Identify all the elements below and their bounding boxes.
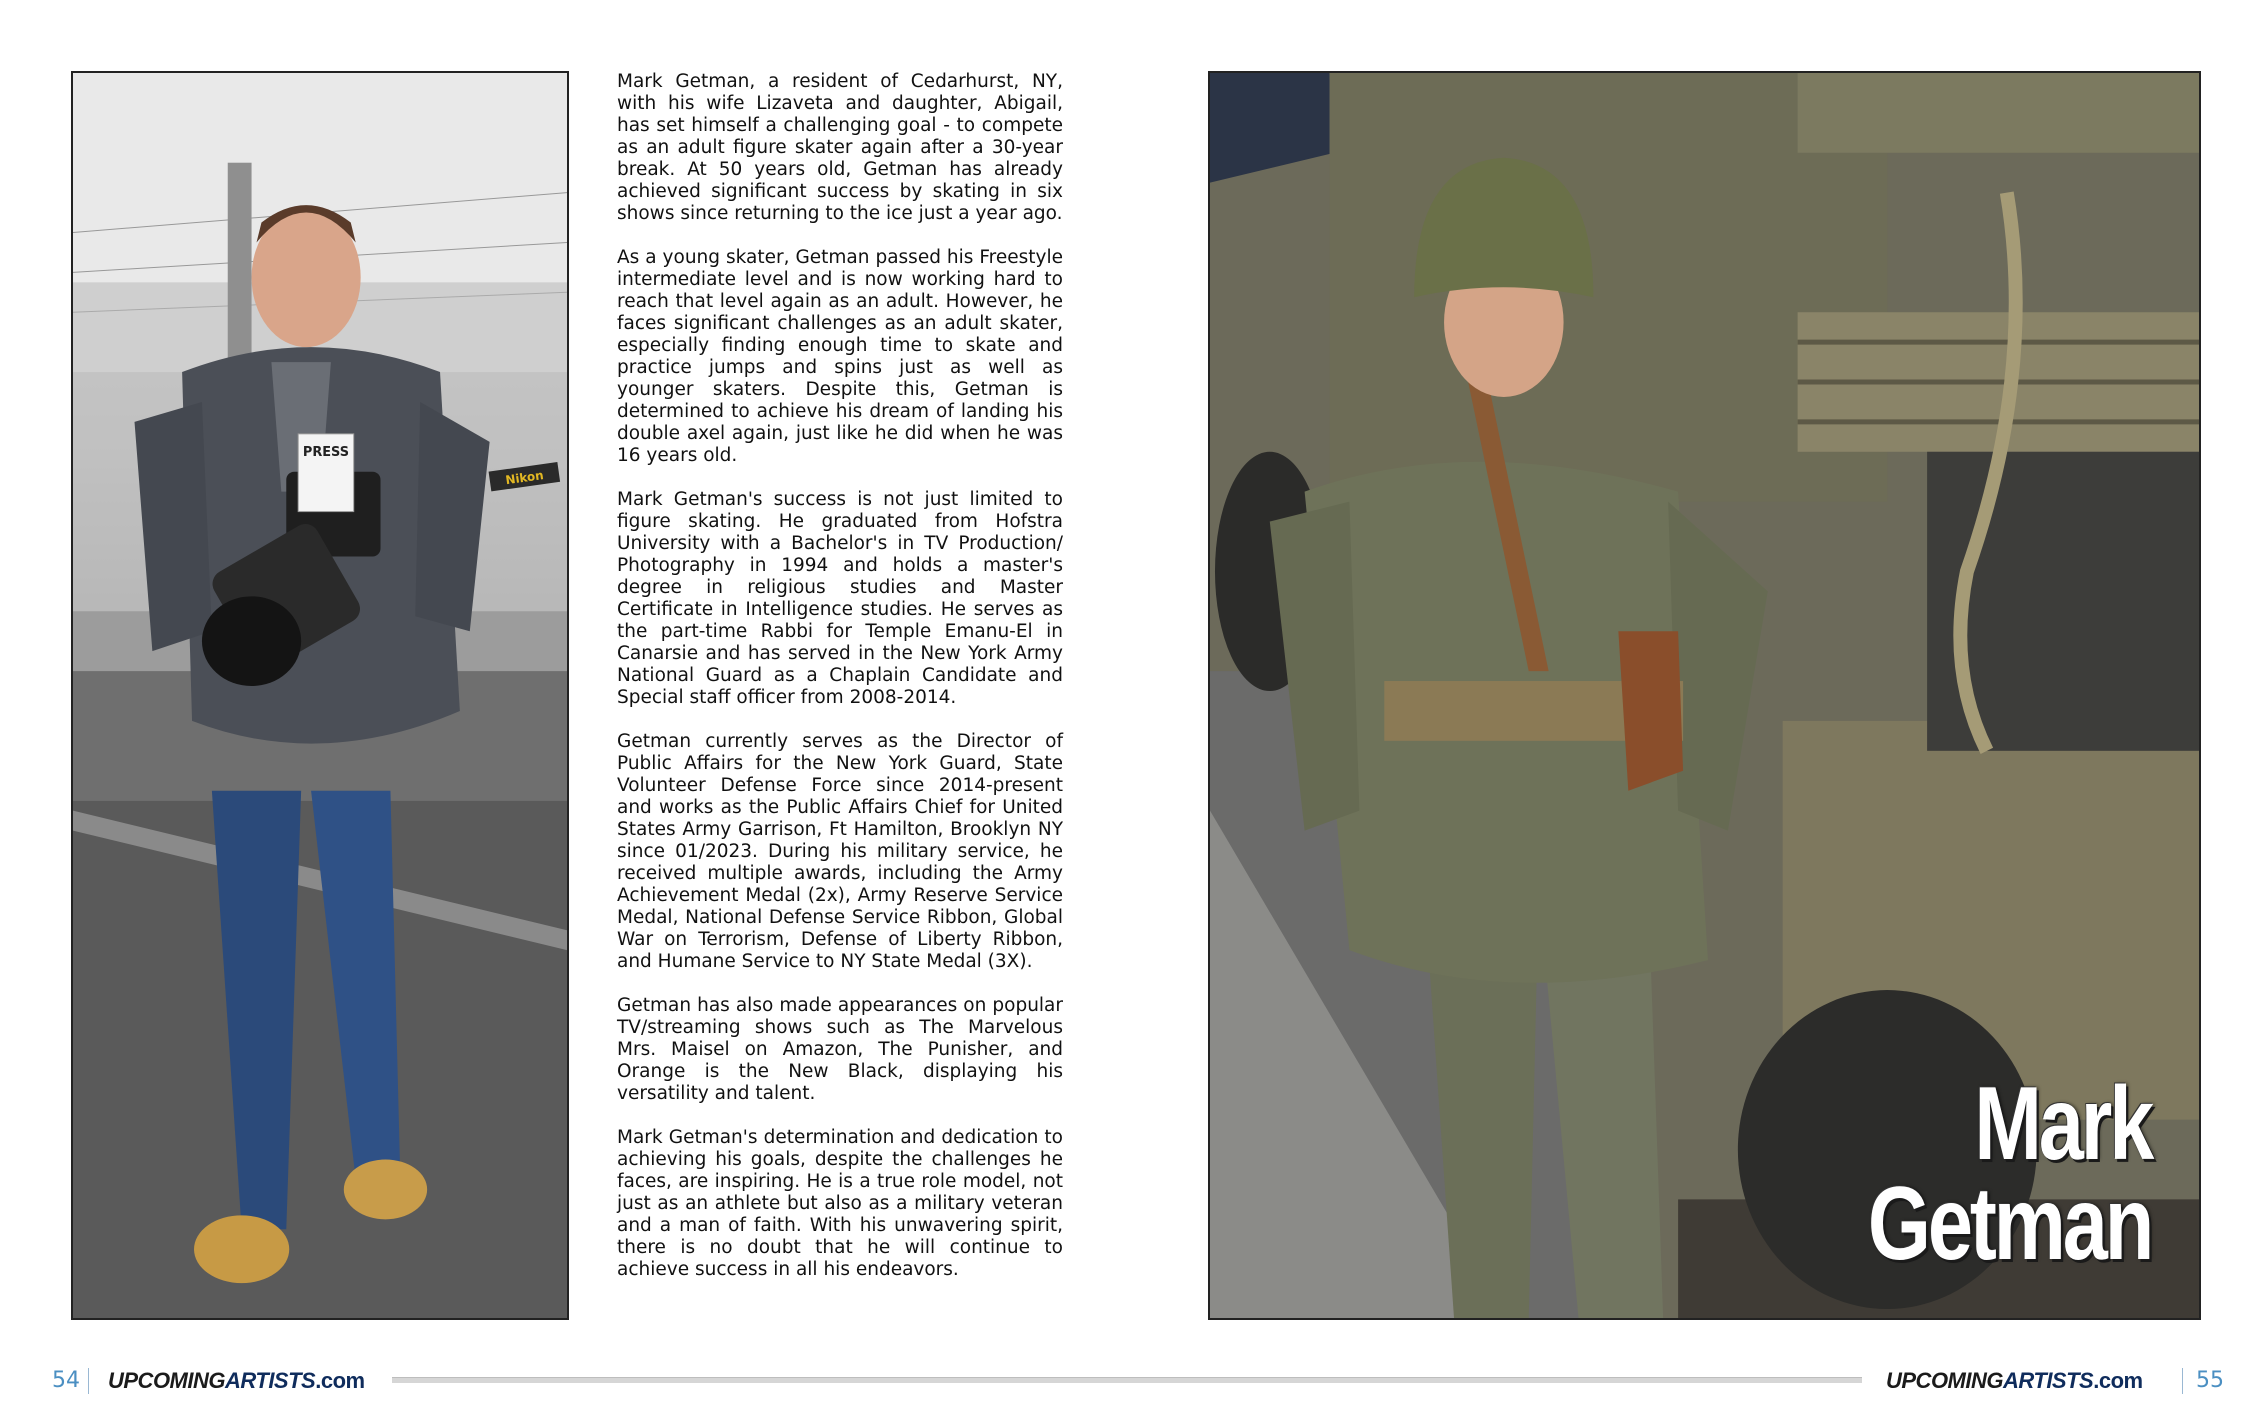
brand-word-artists: ARTISTS [2003,1368,2094,1393]
headline-name [1867,1066,2151,1282]
page-number-divider-left [88,1368,89,1394]
article-paragraph: Getman has also made appearances on popular TV/streaming shows such as The Marvelous Mrs. Maisel on Amazon, The Punisher, and Orange is the New Black, displaying his versatility and talent. [617,995,1063,1104]
article-paragraph: Getman currently serves as the Director of Public Affairs for the New York Guard, State Volunteer Defense Force since 2014-present and works as the Public Affairs Chief for United States Army Garrison, Ft Hamilton, Brooklyn NY since 01/2023. During his military service, he received multiple awards, including the Army Achievement Medal (2x), Army Reserve Service Medal, National Defense Service Ribbon, Global War on Terrorism, Defense of Liberty Ribbon, and Humane Service to NY State Medal (3X). [617,731,1063,972]
camera-strap-brand: Nikon [504,468,545,488]
article-paragraph: Mark Getman's success is not just limited to figure skating. He graduated from Hofstra University with a Bachelor's in TV Production/ Photography in 1994 and holds a master's degree in religious studies and Master Certificate in Intelligence studies. He serves as the part-time Rabbi for Temple Emanu-El in Canarsie and has served in the New York Army National Guard as a Chaplain Candidate and Special staff officer from 2008-2014. [617,489,1063,708]
brand-domain: .com [315,1368,365,1393]
photo-man-with-camera [71,71,569,1320]
page-number-left: 54 [52,1368,80,1393]
article-paragraph: Mark Getman's determination and dedication to achieving his goals, despite the challenges he faces, are inspiring. He is a true role model, not just as an athlete but also as a military veteran and a man of faith. With his unwavering spirit, there is no doubt that he will continue to achieve success in all his endeavors. [617,1127,1063,1280]
brand-word-artists: ARTISTS [225,1368,316,1393]
footer-divider-line [392,1377,1862,1383]
brand-word-upcoming: UPCOMING [1886,1368,2003,1393]
photo-man-in-army-uniform [1208,71,2201,1320]
article-paragraph: As a young skater, Getman passed his Freestyle intermediate level and is now working hard to reach that level again as an adult. However, he faces significant challenges as an adult skater, especially finding enough time to skate and practice jumps and spins just as well as younger skaters. Despite this, Getman is determined to achieve his dream of landing his double axel again, just like he did when he was 16 years old. [617,247,1063,466]
page-number-right: 55 [2196,1368,2224,1393]
article-body [617,71,1063,1303]
footer-brand-left [108,1368,365,1394]
brand-word-upcoming: UPCOMING [108,1368,225,1393]
page-number-divider-right [2182,1368,2183,1394]
headline-first-name: Mark [1974,1066,2151,1182]
headline-last-name: Getman [1867,1166,2151,1282]
brand-domain: .com [2093,1368,2143,1393]
photo-left-illustration [73,73,567,1318]
footer-brand-right [1886,1368,2143,1394]
article-paragraph: Mark Getman, a resident of Cedarhurst, NY, with his wife Lizaveta and daughter, Abigail, has set himself a challenging goal - to compete as an adult figure skater again after a 30-year break. At 50 years old, Getman has already achieved significant success by skating in six shows since returning to the ice just a year ago. [617,71,1063,224]
press-badge-text: PRESS [302,444,350,460]
